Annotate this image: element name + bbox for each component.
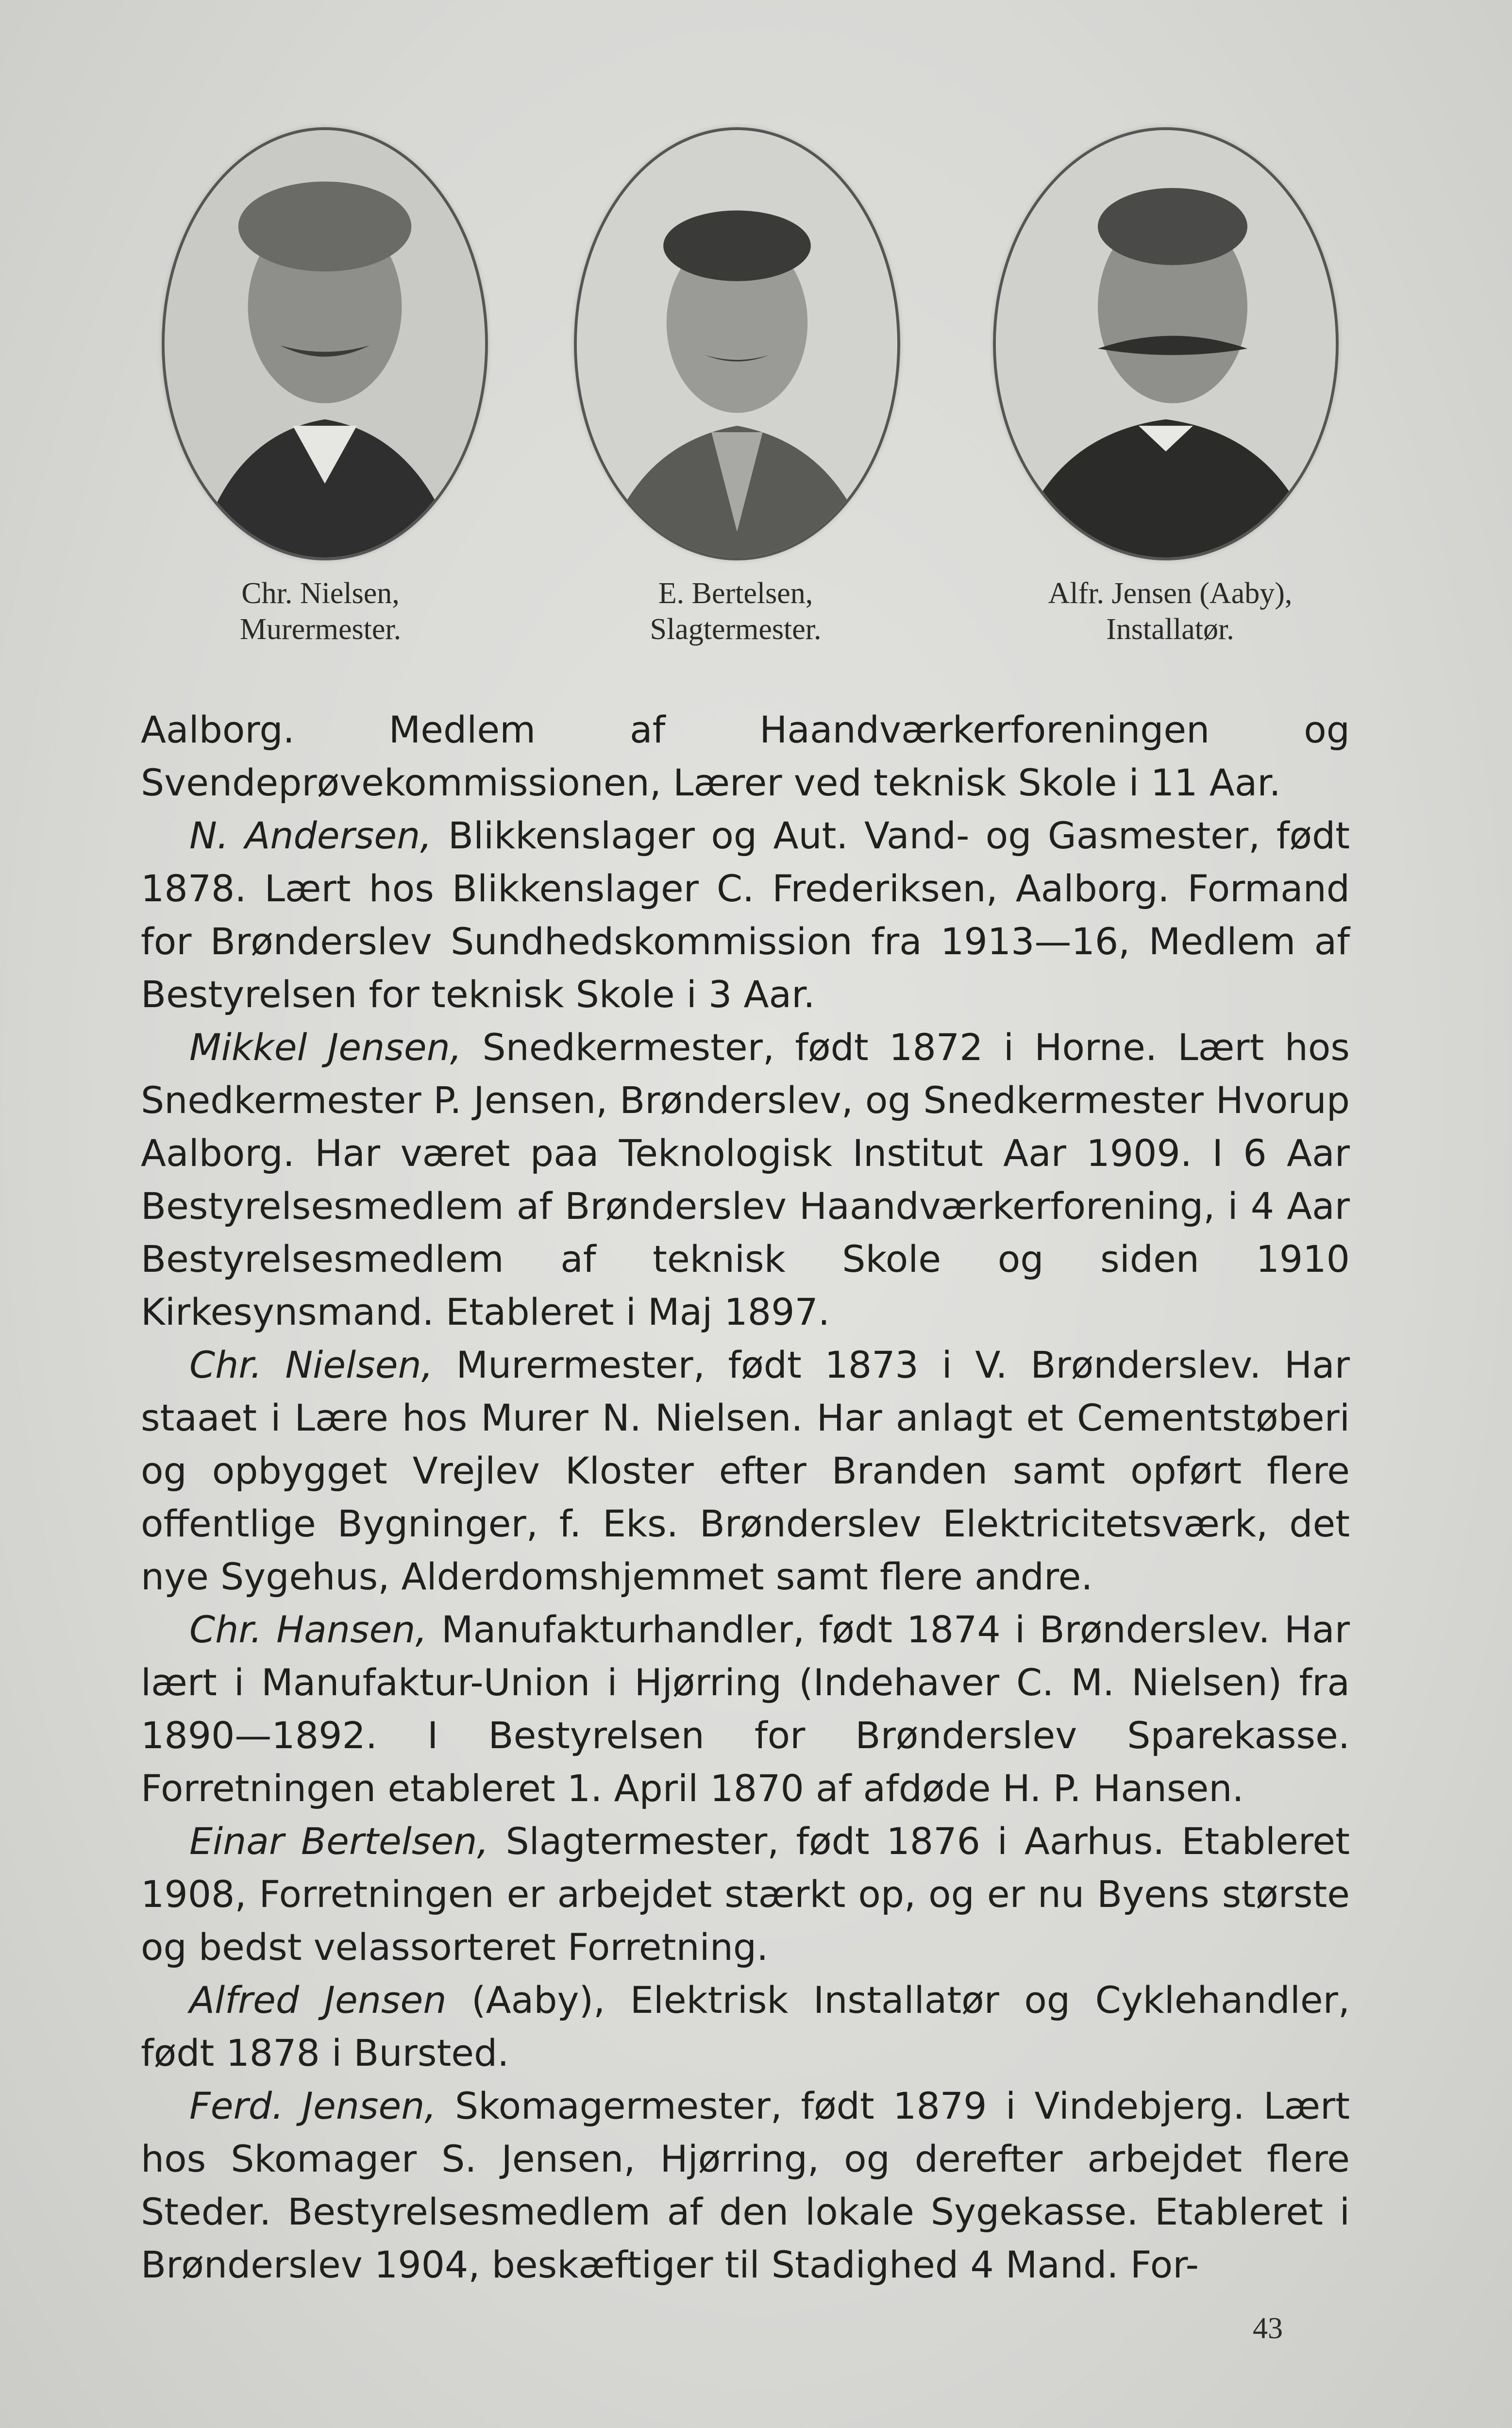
- body-text: [141, 703, 1350, 2291]
- paragraph-text: Aalborg. Medlem af Haandværkerforeningen og Svendeprøvekommissionen, Lærer ved teknisk Skole i 11 Aar.: [141, 708, 1350, 804]
- paragraph-chr-hansen: [141, 1603, 1350, 1815]
- paragraph-text: Snedkermester, født 1872 i Horne. Lært hos Snedkermester P. Jensen, Brønderslev, og Snedkermester Hvorup Aalborg. Har været paa Teknologisk Institut Aar 1909. I 6 Aar Bestyrelsesmedlem af Brønderslev Haandværkerforening, i 4 Aar Bestyrelsesmedlem af teknisk Skole og siden 1910 Kirkesynsmand. Etableret i Maj 1897.: [141, 1026, 1350, 1333]
- caption-name: Alfr. Jensen (Aaby),: [1048, 577, 1293, 610]
- person-name: N. Andersen,: [189, 814, 432, 857]
- person-name: Alfred Jensen: [189, 1978, 447, 2022]
- person-name: Chr. Hansen,: [189, 1608, 427, 1651]
- person-name: Ferd. Jensen,: [189, 2084, 437, 2127]
- paragraph-continuation: [141, 703, 1350, 809]
- portrait-caption-1: [165, 575, 476, 647]
- caption-title: Installatør.: [1106, 613, 1234, 646]
- portrait-photo-alfr-jensen: [993, 127, 1339, 560]
- portrait-caption-3: [1000, 575, 1340, 647]
- person-name: Einar Bertelsen,: [189, 1820, 489, 1863]
- paragraph-text: Manufakturhandler, født 1874 i Brønderslev. Har lært i Manufaktur-Union i Hjørring (Indehaver C. M. Nielsen) fra 1890—1892. I Bestyrelsen for Brønderslev Sparekasse. Forretningen etableret 1. April 1870 af afdøde H. P. Hansen.: [141, 1608, 1350, 1810]
- portrait-caption-2: [580, 575, 891, 647]
- caption-name: E. Bertelsen,: [658, 577, 813, 610]
- paragraph-alfred-jensen: [141, 1973, 1350, 2079]
- caption-name: Chr. Nielsen,: [241, 577, 400, 610]
- paragraph-text: Slagtermester, født 1876 i Aarhus. Etableret 1908, Forretningen er arbejdet stærkt op, og er nu Byens største og bedst velassorteret Forretning.: [141, 1820, 1350, 1969]
- caption-title: Slagtermester.: [650, 613, 822, 646]
- person-name: Chr. Nielsen,: [189, 1343, 433, 1386]
- paragraph-text: (Aaby), Elektrisk Installatør og Cyklehandler, født 1878 i Bursted.: [141, 1978, 1350, 2074]
- portrait-photo-chr-nielsen: [162, 127, 488, 560]
- paragraph-ferd-jensen: [141, 2079, 1350, 2291]
- portrait-photo-e-bertelsen: [574, 127, 900, 560]
- paragraph-chr-nielsen: [141, 1338, 1350, 1603]
- caption-title: Murermester.: [239, 613, 402, 646]
- person-name: Mikkel Jensen,: [189, 1026, 462, 1069]
- paragraph-text: Blikkenslager og Aut. Vand- og Gasmester, født 1878. Lært hos Blikkenslager C. Frederiksen, Aalborg. Formand for Brønderslev Sundhedskommission fra 1913—16, Medlem af Bestyrelsen for teknisk Skole i 3 Aar.: [141, 814, 1350, 1016]
- paragraph-mikkel-jensen: [141, 1021, 1350, 1338]
- paragraph-text: Skomagermester, født 1879 i Vindebjerg. Lært hos Skomager S. Jensen, Hjørring, og derefter arbejdet flere Steder. Bestyrelsesmedlem af den lokale Sygekasse. Etableret i Brønderslev 1904, beskæftiger til Stadighed 4 Mand. For-: [141, 2084, 1350, 2286]
- paragraph-n-andersen: [141, 809, 1350, 1021]
- paragraph-text: Murermester, født 1873 i V. Brønderslev. Har staaet i Lære hos Murer N. Nielsen. Har anlagt et Cementstøberi og opbygget Vrejlev Kloster efter Branden samt opført flere offentlige Bygninger, f. Eks. Brønderslev Elektricitetsværk, det nye Sygehus, Alderdomshjemmet samt flere andre.: [141, 1343, 1350, 1598]
- page-number: 43: [1253, 2312, 1283, 2345]
- paragraph-einar-bertelsen: [141, 1815, 1350, 1973]
